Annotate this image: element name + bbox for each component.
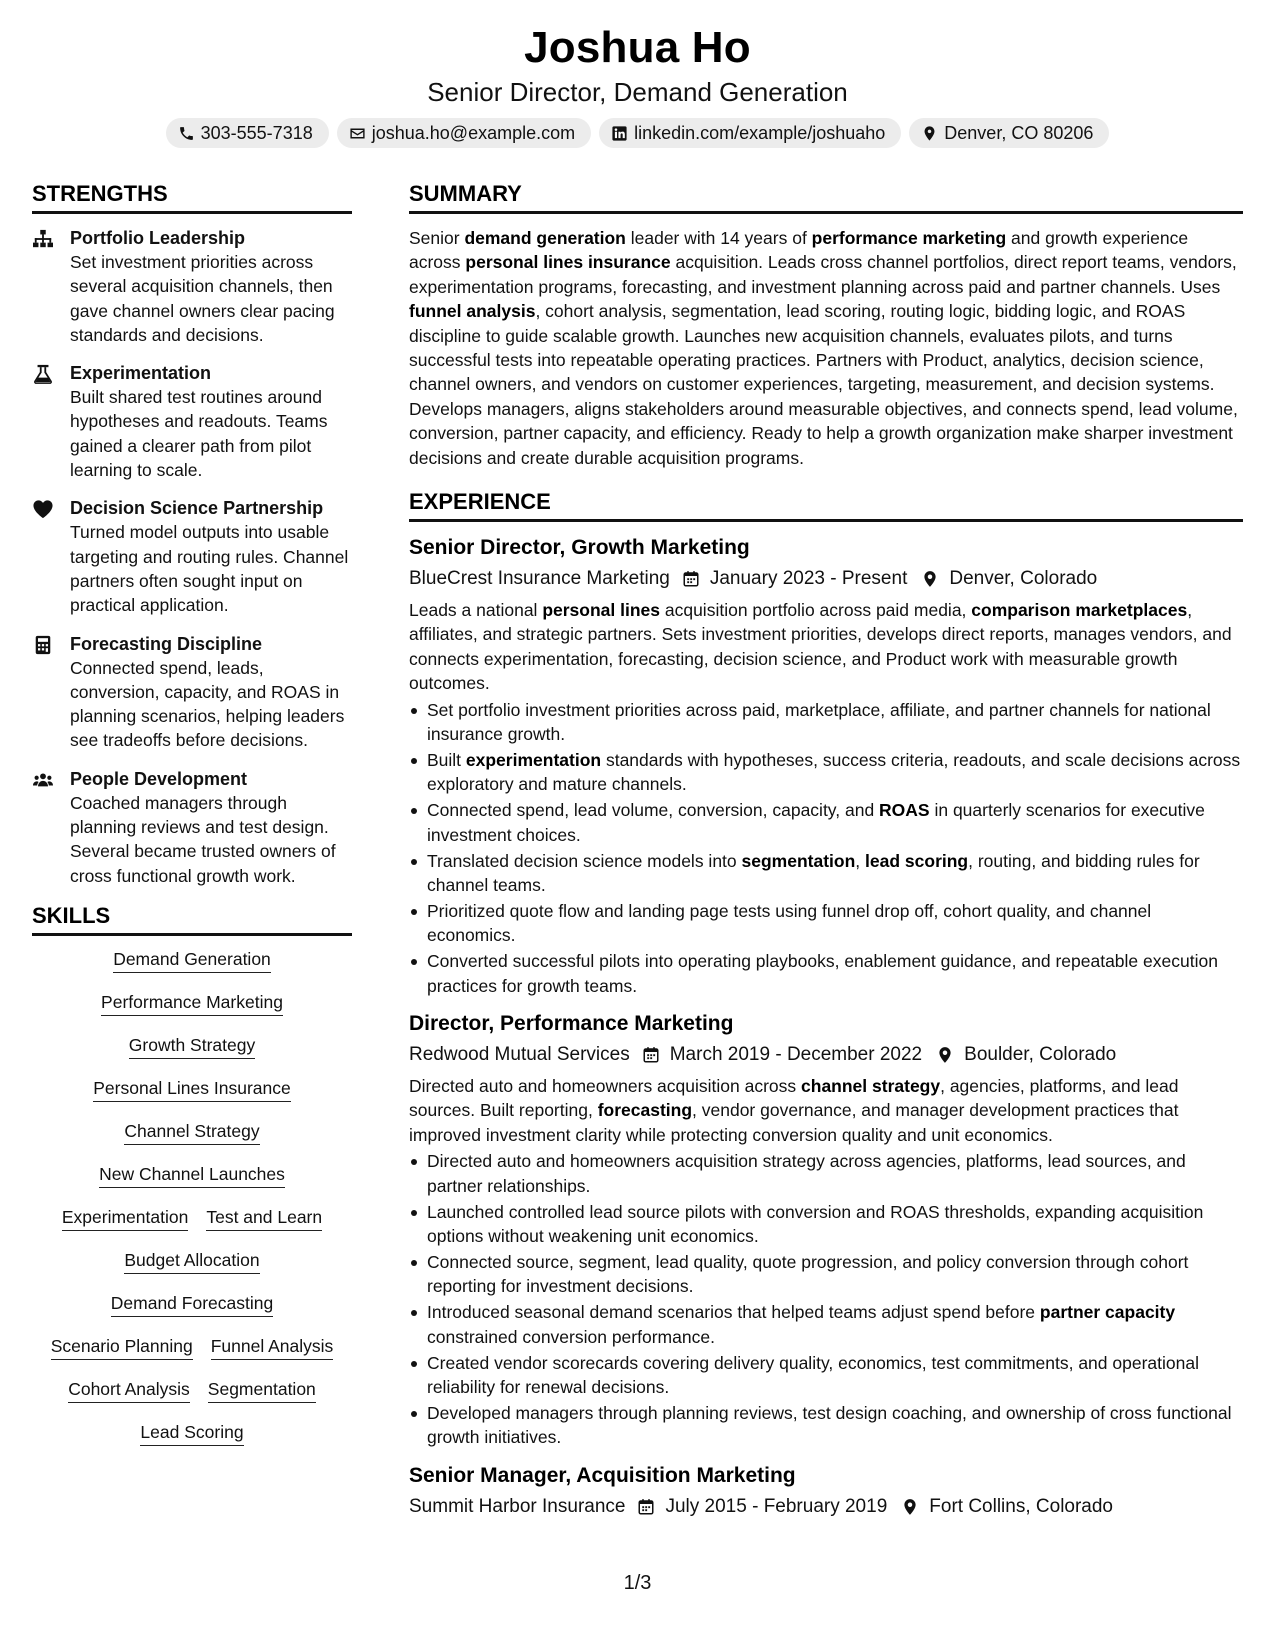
bullet-item [409,849,1243,898]
skills-list [32,948,352,1446]
highlighted-keyword: funnel analysis [409,301,536,322]
highlighted-keyword: performance marketing [811,228,1007,248]
skill-tag: Channel Strategy [124,1120,259,1145]
location-pin-icon [921,125,938,142]
bullet-item [409,798,1243,847]
highlighted-keyword: lead scoring [865,850,969,871]
bullet-item [409,1300,1243,1349]
strength-item [32,632,352,753]
job-bullets [409,1149,1243,1449]
job-location: Boulder, Colorado [964,1044,1117,1066]
contact-linkedin-text: linkedin.com/example/joshuaho [634,123,886,143]
skill-row [32,1335,352,1360]
job-entry [409,534,1243,998]
strengths-heading: STRENGTHS [32,180,352,214]
phone-icon [178,125,195,142]
job-dates: March 2019 - December 2022 [669,1044,923,1066]
contact-location [909,118,1109,148]
right-column [409,180,1243,1526]
text-segment: Prioritized quote flow and landing page tests using funnel drop off, cohort quality, and channel economics. [427,900,1152,946]
skill-tag: Test and Learn [206,1206,322,1231]
skill-row [32,1249,352,1274]
text-segment: , agencies, platforms, and lead sources. Built reporting, [409,1076,1179,1121]
text-segment: Set portfolio investment priorities across paid, marketplace, affiliate, and partner channels for national insurance growth. [427,699,1211,745]
skill-row [32,1378,352,1403]
skill-tag: Funnel Analysis [211,1335,334,1360]
skills-heading: SKILLS [32,902,352,936]
text-segment: Translated decision science models into [427,850,742,871]
skill-row [32,991,352,1016]
text-segment: Directed auto and homeowners acquisition strategy across agencies, platforms, lead sources, and partner relationships. [427,1151,1186,1196]
text-segment: , routing, and bidding rules for channel teams. [427,850,1200,896]
job-title: Senior Director, Growth Marketing [409,536,750,560]
job-company: BlueCrest Insurance Marketing [409,568,670,590]
bullet-item [409,899,1243,948]
job-title: Director, Performance Marketing [409,1012,734,1036]
skill-row [32,1421,352,1446]
candidate-name: Joshua Ho [524,23,751,72]
highlighted-keyword: forecasting [597,1100,693,1121]
calendar-icon [682,570,700,588]
skill-row [32,1077,352,1102]
contact-linkedin[interactable] [599,118,901,148]
contact-phone[interactable] [166,118,329,148]
skill-row [32,1163,352,1188]
skill-tag: New Channel Launches [99,1163,285,1188]
experience-list [409,534,1243,1520]
strength-desc: Turned model outputs into usable targeting and routing rules. Channel partners often sought input on practical application. [70,522,349,616]
strength-desc: Coached managers through planning reviews and test design. Several became trusted owners of cross functional growth work. [70,792,336,886]
summary-text [409,226,1243,470]
strength-desc: Set investment priorities across several acquisition channels, then gave channel owners clear pacing standards and decisions. [70,252,335,345]
text-segment: acquisition. Leads cross channel portfolios, direct report teams, vendors, experimentation programs, forecasting, and investment planning across paid and partner channels. Uses [409,252,1237,297]
job-dates: July 2015 - February 2019 [665,1495,888,1517]
location-pin-icon [901,1498,919,1516]
summary-heading: SUMMARY [409,180,1243,214]
left-column [32,180,352,1464]
skill-tag: Segmentation [208,1378,316,1403]
bullet-item [409,1149,1243,1198]
highlighted-keyword: demand generation [464,228,626,248]
text-segment: Directed auto and homeowners acquisition across [409,1076,802,1097]
text-segment: Developed managers through planning reviews, test design coaching, and ownership of cross functional growth initiatives. [427,1402,1232,1448]
strength-item [32,226,352,347]
highlighted-keyword: partner capacity [1039,1302,1176,1323]
text-segment: Created vendor scorecards covering delivery quality, economics, test commitments, and operational reliability for renewal decisions. [427,1352,1199,1397]
skill-row [32,1292,352,1317]
job-company: Summit Harbor Insurance [409,1495,626,1517]
bullet-item [409,1401,1243,1450]
strength-title: Forecasting Discipline [70,633,263,654]
contact-phone-text: 303-555-7318 [200,123,313,143]
job-entry [409,1462,1243,1520]
bullet-item [409,1250,1243,1299]
bullet-item [409,748,1243,797]
text-segment: Converted successful pilots into operating playbooks, enablement guidance, and repeatable execution practices for growth teams. [427,951,1218,996]
text-segment: Connected spend, lead volume, conversion, capacity, and [427,800,880,821]
candidate-title: Senior Director, Demand Generation [427,77,848,107]
text-segment: constrained conversion performance. [427,1326,715,1347]
text-segment: Built [427,750,466,770]
text-segment: Senior [409,228,465,248]
linkedin-icon [611,125,628,142]
job-entry [409,1010,1243,1450]
skill-row [32,1206,352,1231]
highlighted-keyword: comparison marketplaces [971,600,1188,621]
highlighted-keyword: channel strategy [801,1076,941,1097]
calculator-icon [32,635,54,655]
highlighted-keyword: experimentation [465,750,602,770]
text-segment: leader with 14 years of [625,228,812,248]
strength-item [32,767,352,888]
bullet-item [409,949,1243,998]
skill-tag: Budget Allocation [124,1249,259,1274]
strength-title: Portfolio Leadership [70,228,246,248]
calendar-icon [642,1046,660,1064]
text-segment: standards with hypotheses, success criteria, readouts, and scale decisions across exploratory and mature channels. [427,750,1241,795]
bullet-item [409,1351,1243,1400]
resume-header [0,22,1275,148]
text-segment: Launched controlled lead source pilots with conversion and ROAS thresholds, expanding acquisition options without weakening unit economics. [427,1201,1204,1246]
strength-item [32,496,352,617]
contact-bar [0,118,1275,148]
skill-tag: Demand Forecasting [111,1292,273,1317]
skill-tag: Personal Lines Insurance [93,1077,290,1102]
job-title: Senior Manager, Acquisition Marketing [409,1463,796,1487]
job-summary [409,1074,1243,1147]
strength-title: Experimentation [70,363,212,384]
skill-row [32,1034,352,1059]
experience-heading: EXPERIENCE [409,488,1243,522]
highlighted-keyword: personal lines [542,600,660,621]
strength-title: Decision Science Partnership [70,498,324,519]
heart-icon [32,499,54,519]
skill-row [32,948,352,973]
job-dates: January 2023 - Present [709,568,908,590]
text-segment: , vendor governance, and manager development practices that improved investment clarity while protecting conversion quality and unit economics. [409,1100,1179,1145]
job-location: Denver, Colorado [949,568,1098,590]
highlighted-keyword: segmentation [741,850,856,871]
contact-email-text: joshua.ho@example.com [371,123,576,143]
contact-email[interactable] [337,118,591,148]
skill-tag: Demand Generation [113,948,271,973]
job-summary [409,598,1243,696]
location-pin-icon [936,1046,954,1064]
text-segment: , cohort analysis, segmentation, lead scoring, routing logic, bidding logic, and ROAS discipline to guide scalable growth. Launches new acquisition channels, evaluates pilots, and turns successful tests into repeatable operating practices. Partners with Product, analytics, decision science, channel owners, and vendors on customer experiences, targeting, measurement, and decision systems. Develops managers, aligns stakeholders around measurable objectives, and connects spend, lead volume, conversion, partner capacity, and efficiency. Ready to help a growth organization make sharper investment decisions and create durable acquisition programs. [409,301,1238,468]
envelope-icon [349,125,366,142]
page-number: 1/3 [623,1572,652,1594]
skill-tag: Scenario Planning [51,1335,193,1360]
strength-desc: Built shared test routines around hypotheses and readouts. Teams gained a clearer path from pilot learning to scale. [70,387,328,481]
text-segment: in quarterly scenarios for executive investment choices. [427,800,1205,845]
text-segment: Introduced seasonal demand scenarios that helped teams adjust spend before [427,1302,1040,1323]
text-segment: and growth experience across [409,228,1189,273]
bullet-item [409,698,1243,747]
skill-row [32,1120,352,1145]
job-company: Redwood Mutual Services [409,1044,630,1066]
strength-title: People Development [70,768,248,789]
calendar-icon [637,1498,655,1516]
strength-desc: Connected spend, leads, conversion, capacity, and ROAS in planning scenarios, helping leaders see tradeoffs before decisions. [70,657,345,751]
highlighted-keyword: personal lines insurance [465,252,671,273]
text-segment: Leads a national [409,600,543,621]
skill-tag: Lead Scoring [140,1421,243,1446]
skill-tag: Experimentation [62,1206,188,1231]
bullet-item [409,1200,1243,1249]
org-chart-icon [32,229,54,249]
text-segment: , [855,850,866,871]
job-meta [409,1042,1243,1068]
job-bullets [409,698,1243,998]
contact-location-text: Denver, CO 80206 [944,123,1094,143]
text-segment: , affiliates, and strategic partners. Sets investment priorities, develops direct reports, manages vendors, and connects experimentation, forecasting, decision science, and Product work with measurable growth outcomes. [409,600,1232,694]
highlighted-keyword: ROAS [879,800,930,821]
job-meta [409,566,1243,592]
job-meta [409,1494,1243,1520]
skill-tag: Cohort Analysis [68,1378,190,1403]
text-segment: Connected source, segment, lead quality, quote progression, and policy conversion through cohort reporting for investment decisions. [427,1251,1189,1297]
location-pin-icon [921,570,939,588]
flask-icon [32,364,54,384]
skill-tag: Growth Strategy [129,1034,255,1059]
people-group-icon [32,770,54,790]
text-segment: acquisition portfolio across paid media, [660,600,972,621]
job-location: Fort Collins, Colorado [929,1495,1114,1517]
skill-tag: Performance Marketing [101,991,283,1016]
strength-item [32,361,352,482]
